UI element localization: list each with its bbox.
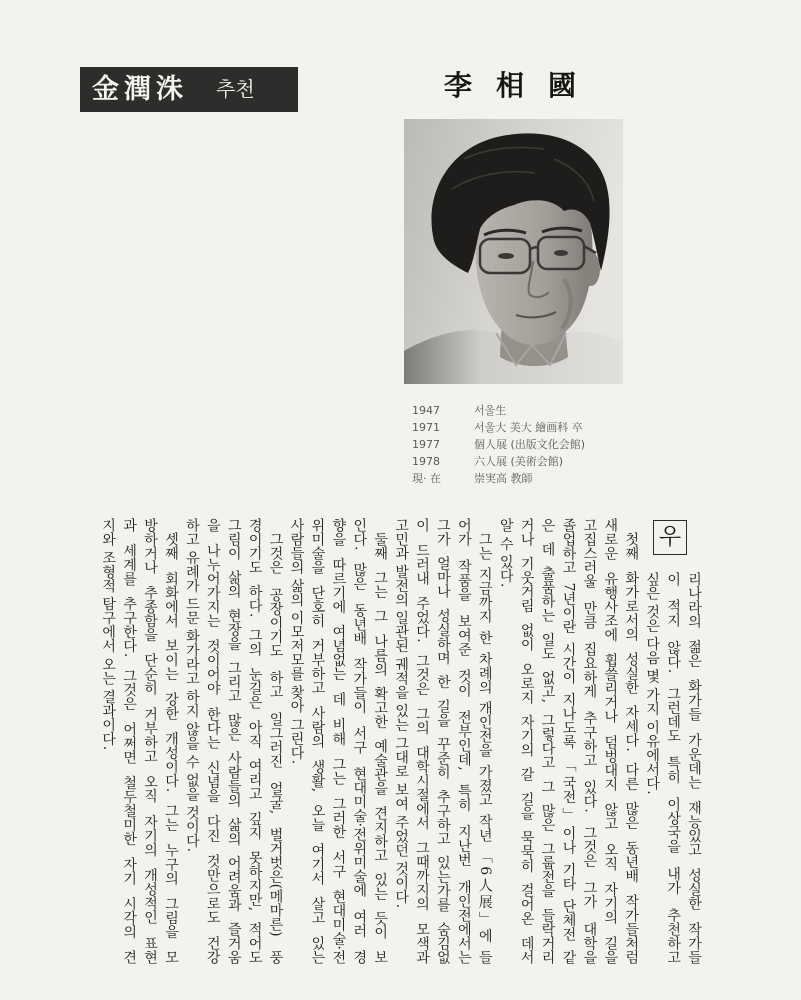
- text-column: 거나 기웃거림 없이 오로지 자기의 갈 길을 묵묵히 걸어온 데서: [518, 518, 535, 964]
- bio-text: 六人展 (美術会館): [474, 455, 564, 468]
- bio-year: 1978: [412, 455, 440, 468]
- bio-text: 崇実高 教師: [474, 472, 533, 485]
- drop-cap: 우: [653, 520, 687, 555]
- text-column: 지와 조형적 탐구에서 오는 결과이다.: [100, 518, 117, 751]
- bio-year: 1977: [412, 438, 440, 451]
- text-column: 이 적지 않다. 그런데도 특히 이상국을 내가 추천하고: [665, 572, 682, 964]
- text-column: 고민과 발전의 일관된 궤적을 있는 그대로 보여 주었던 것이다.: [393, 518, 410, 909]
- text-column: 을 나누어가지는 것이어야 한다는 신념을 다진 것만으로도 건강: [204, 518, 221, 964]
- bio-row: [412, 453, 672, 470]
- bio-row: [412, 419, 672, 436]
- bio-year: 1971: [412, 421, 440, 434]
- text-column: 첫째 화가로서의 성실한 자세다. 다른 많은 동년배 작가들처럼: [623, 532, 640, 964]
- artist-bio-list: [412, 402, 672, 487]
- text-column: 그가 얼마나 성실하며 한 길을 꾸준히 추구하고 있는가를 숨김없: [434, 518, 451, 964]
- text-column: 싶은 것은 다음 몇 가지 이유에서다.: [644, 572, 661, 795]
- text-column: 그는 지금까지 한 차례의 개인전을 가졌고 작년 「6人展」에 들: [476, 532, 493, 964]
- bio-text: 서울生: [474, 404, 507, 417]
- text-column: 그림이 삶의 현장을 그리고 많은 사람들의 삶의 어려움과 즐거움: [225, 518, 242, 964]
- text-column: 둘째 그는 그 나름의 확고한 예술관을 견지하고 있는 듯이 보: [372, 532, 389, 964]
- text-column: 하고 유례가 드문 화가라고 하지 않을 수 없을 것이다.: [183, 518, 200, 853]
- text-column: 사람들의 삶의 이모저모를 찾아 그린다.: [288, 518, 305, 765]
- text-column: 과 세계를 추구한다. 그것은 어쩌면 철두철미한 자기 시각의 견: [121, 518, 138, 964]
- text-column: 향을 따르기에 여념없는 데 비해 그는 그러한 서구 현대미술·전: [330, 518, 347, 964]
- text-column: 은 데 출품하는 일도 없고, 그렇다고 그 많은 그룹전을 들락거리: [539, 518, 556, 964]
- bio-row: [412, 470, 672, 487]
- recommender-label: 추천: [216, 77, 255, 101]
- bio-text: 個人展 (出版文化会館): [474, 438, 586, 451]
- text-column: 알 수 있다.: [497, 518, 514, 588]
- bio-year: 1947: [412, 404, 440, 417]
- text-column: 셋째 회화에서 보이는 강한 개성이다. 그는 누구의 그림을 모: [162, 532, 179, 964]
- artist-portrait-photo: [404, 119, 623, 384]
- text-column: 위미술을 단호히 거부하고 사람의 생활, 오늘 여기서 살고 있는: [309, 518, 326, 964]
- bio-text: 서울大 美大 繪画科 卒: [474, 421, 583, 434]
- bio-row: [412, 402, 672, 419]
- text-column: 고집스러울 만큼 집요하게 추구하고 있다. 그것은 그가 대학을: [581, 518, 598, 964]
- bio-row: [412, 436, 672, 453]
- article-body: [97, 518, 704, 964]
- text-column: 새로운 유행사조에 휩쓸리거나 덤벙대지 않고 오직 자기의 길을: [602, 518, 619, 964]
- artist-name-title: 李相國: [444, 69, 601, 102]
- text-column: 이 드러내 주었다. 그것은 그의 대학시절에서 그때까지의 모색과: [414, 518, 431, 964]
- text-column: 졸업하고 7년이란 시간이 지나도록 「국전」이나 기타 단체전 같: [560, 518, 577, 964]
- text-column: 경이기도 하다. 그의 눈길은 아직 여리고 깊지 못하지만, 적어도: [246, 518, 263, 964]
- text-column: 그것은 공장이기도 하고 일그러진 얼굴, 벌거벗은(메마른) 풍: [267, 532, 284, 964]
- text-column: 리나라의 젊은 화가들 가운데는 재능있고 성실한 작가들: [686, 572, 702, 964]
- text-column: 어가 작품을 보여준 것이 전부인데, 특히 지난번 개인전에서는: [455, 518, 472, 964]
- recommender-name: 金潤洙: [92, 74, 188, 105]
- text-column: 방하거나 추종함을 단순히 거부하고 오직 자기의 개성적인 표현: [142, 518, 159, 964]
- recommender-box: [80, 67, 298, 112]
- text-column: 인다. 많은 동년배 작가들이 서구 현대미술·전위미술에 여러 경: [351, 518, 368, 964]
- bio-year: 現· 在: [412, 472, 441, 485]
